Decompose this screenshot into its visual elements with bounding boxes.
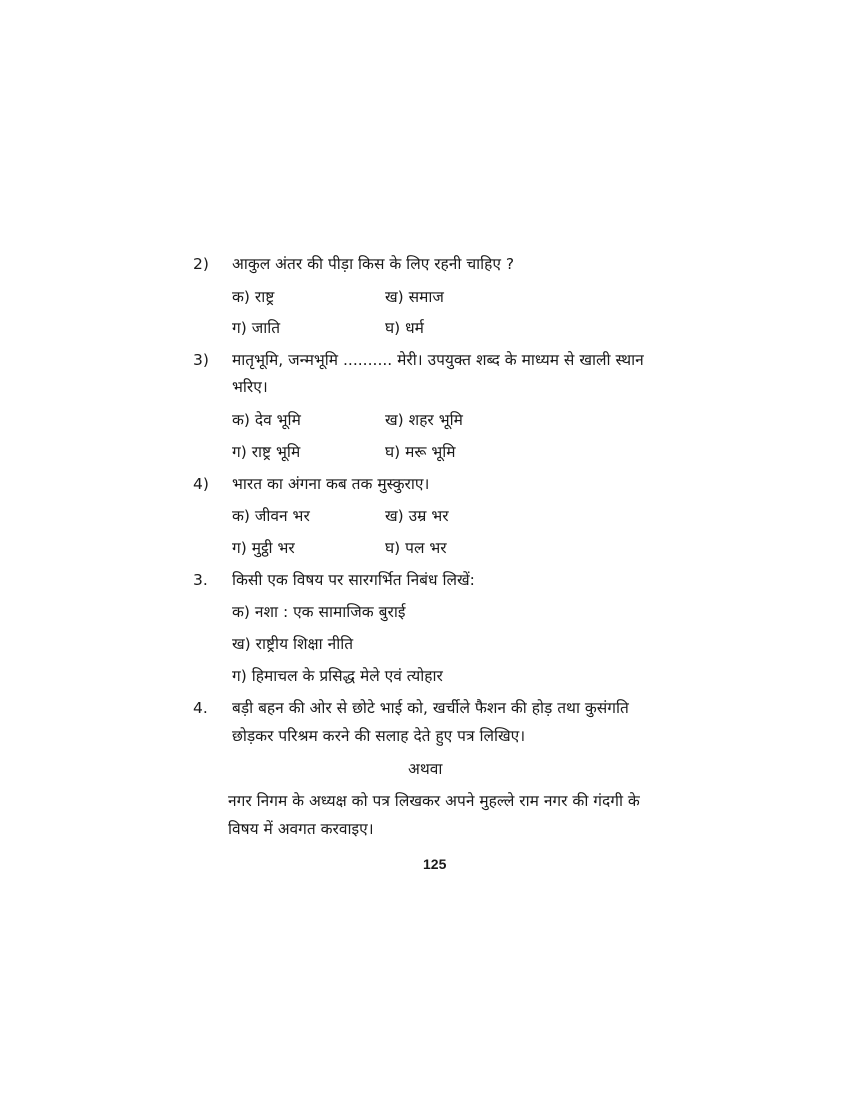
question-text-line2: भरिए। [232,378,268,396]
option-c: ग) मुट्ठी भर [232,539,295,557]
or-separator: अथवा [408,760,443,778]
question-text: भारत का अंगना कब तक मुस्कुराए। [232,475,430,493]
option-c: ग) जाति [232,319,281,337]
option-a: क) जीवन भर [232,507,310,525]
option-d: घ) पल भर [385,539,447,557]
question-text-line1: मातृभूमि, जन्मभूमि .......... मेरी। उपयुक्त शब्द के माध्यम से खाली स्थान [232,351,644,369]
section-number: 4. [193,699,208,717]
question-number: 3) [193,351,209,369]
essay-topic-c: ग) हिमाचल के प्रसिद्ध मेले एवं त्योहार [232,667,443,685]
option-b: ख) उम्र भर [385,507,449,525]
letter-alt-line1: नगर निगम के अध्यक्ष को पत्र लिखकर अपने मुहल्ले राम नगर की गंदगी के [228,792,640,810]
option-a: क) देव भूमि [232,411,301,429]
letter-prompt-line2: छोड़कर परिश्रम करने की सलाह देते हुए पत्र लिखिए। [232,727,526,745]
question-number: 2) [193,255,209,273]
question-number: 4) [193,475,209,493]
essay-topic-b: ख) राष्ट्रीय शिक्षा नीति [232,635,354,653]
letter-prompt-line1: बड़ी बहन की ओर से छोटे भाई को, खर्चीले फैशन की होड़ तथा कुसंगति [232,699,629,717]
question-text: आकुल अंतर की पीड़ा किस के लिए रहनी चाहिए ? [232,255,515,273]
page-number: 125 [423,856,447,872]
option-b: ख) शहर भूमि [385,411,463,429]
option-b: ख) समाज [385,288,444,306]
option-c: ग) राष्ट्र भूमि [232,443,301,461]
letter-alt-line2: विषय में अवगत करवाइए। [228,820,374,838]
option-d: घ) धर्म [385,319,424,337]
essay-topic-a: क) नशा : एक सामाजिक बुराई [232,603,406,621]
option-d: घ) मरू भूमि [385,443,456,461]
essay-instruction: किसी एक विषय पर सारगर्भित निबंध लिखें: [232,571,475,589]
option-a: क) राष्ट्र [232,288,275,306]
section-number: 3. [193,571,208,589]
